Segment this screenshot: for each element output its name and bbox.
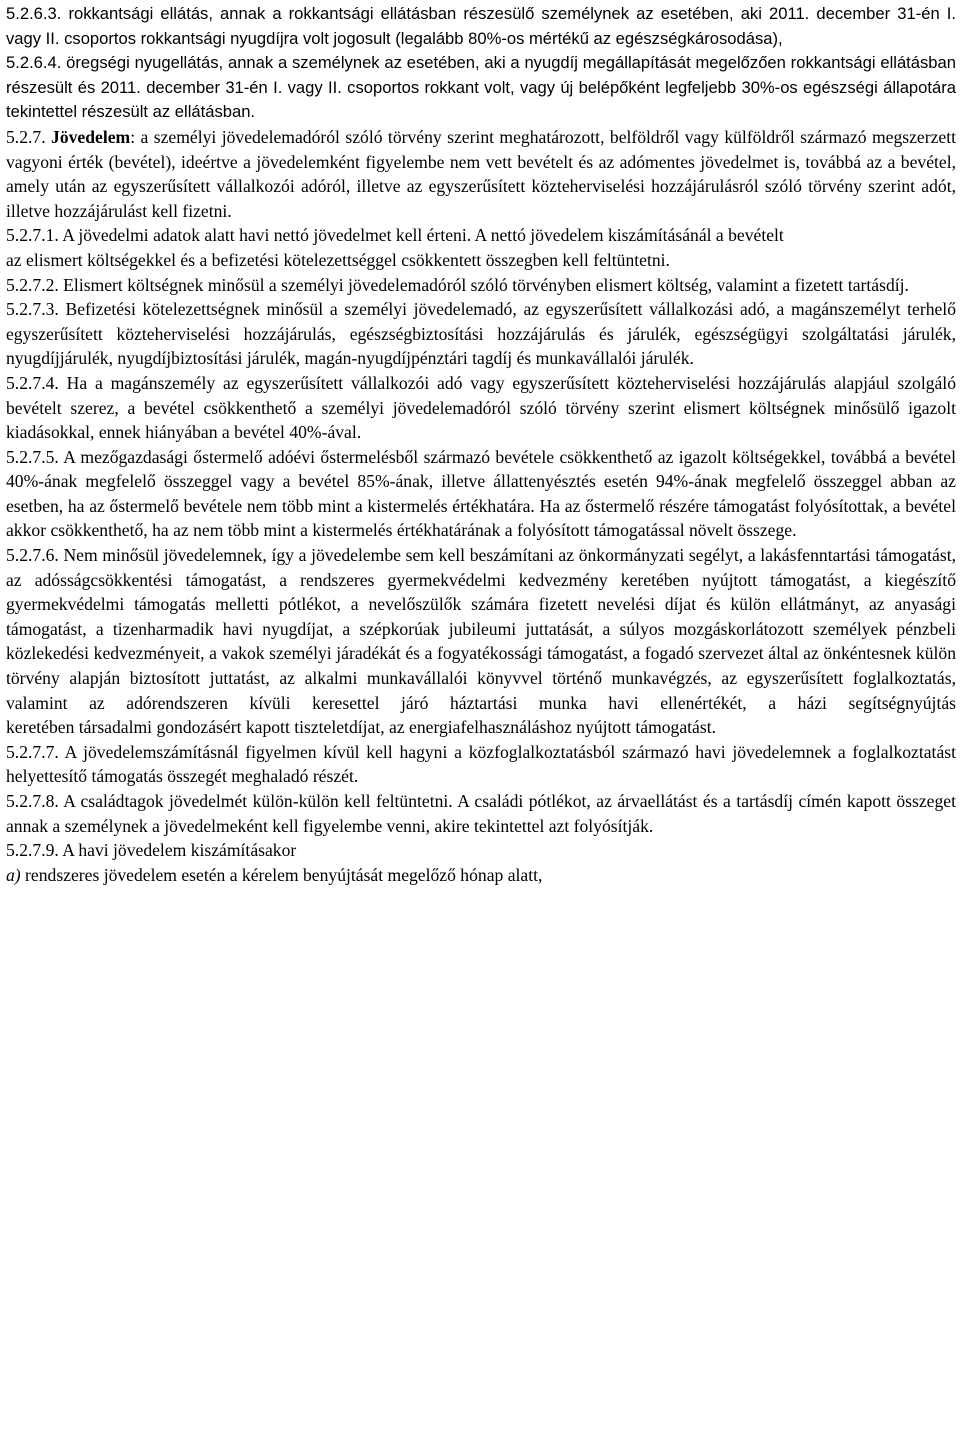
paragraph-5-2-7-1-continued: az elismert költségekkel és a befizetési kötelezettséggel csökkentett összegben kell feltüntetni. <box>6 249 670 270</box>
section-number: 5.2.7. <box>6 126 46 147</box>
list-item-a <box>6 863 956 888</box>
paragraph-5-2-6-4: 5.2.6.4. öregségi nyugellátás, annak a személynek az esetében, aki a nyugdíj megállapítását megelőzően rokkantsági ellátásban részesült és 2011. december 31-én I. vagy II. csoportos rokkant volt, vagy új belépőként legfeljebb 30%-os egészségi állapotára tekintettel részesült az ellátásban. <box>6 53 956 122</box>
paragraph-5-2-7-6-continued: keretében társadalmi gondozásért kapott tiszteletdíjat, az energiafelhasználáshoz nyújtott támogatást. <box>6 717 716 738</box>
list-item-label: a) <box>6 864 21 885</box>
paragraph-5-2-7-2: 5.2.7.2. Elismert költségnek minősül a személyi jövedelemadóról szóló törvényben elismert költség, valamint a fizetett tartásdíj. <box>6 274 909 295</box>
paragraph-5-2-7-9: 5.2.7.9. A havi jövedelem kiszámításakor <box>6 840 297 861</box>
paragraph-5-2-6-3: 5.2.6.3. rokkantsági ellátás, annak a rokkantsági ellátásban részesülő személynek az esetében, aki 2011. december 31-én I. vagy II. csoportos rokkantsági nyugdíjra volt jogosult (legalább 80%-os mértékű az egészségkárosodása), <box>6 4 956 48</box>
defined-term: Jövedelem <box>51 126 131 147</box>
list-item-text: rendszeres jövedelem esetén a kérelem benyújtását megelőző hónap alatt, <box>20 864 543 885</box>
paragraph-5-2-7-6: 5.2.7.6. Nem minősül jövedelemnek, így a jövedelembe sem kell beszámítani az önkormányzati segélyt, a lakásfenntartási támogatást, az adósságcsökkentési támogatást, a rendszeres gyermekvédelmi kedvezmény keretében nyújtott támogatást, a kiegészítő gyermekvédelmi támogatás melletti pótlékot, a nevelőszülők számára fizetett nevelési díjat és külön ellátmányt, az anyasági támogatást, a tizenharmadik havi nyugdíjat, a szépkorúak jubileumi juttatását, a súlyos mozgáskorlátozott személyek pénzbeli közlekedési kedvezményeit, a vakok személyi járadékát és a fogyatékossági támogatást, a fogadó szervezet által az önkéntesnek külön törvény alapján biztosított juttatást, az alkalmi munkavállalói könyvvel történő munkavégzés, az egyszerűsített foglalkoztatás, valamint az adórendszeren kívüli keresettel járó háztartási munka havi ellenértékét, a házi segítségnyújtás <box>6 545 956 713</box>
paragraph-5-2-7-7: 5.2.7.7. A jövedelemszámításnál figyelmen kívül kell hagyni a közfoglalkoztatásból származó havi jövedelemnek a foglalkoztatást helyettesítő támogatás összegét meghaladó részét. <box>6 741 956 787</box>
paragraph-5-2-7-1: 5.2.7.1. A jövedelmi adatok alatt havi nettó jövedelmet kell érteni. A nettó jövedelem kiszámításánál a bevételt <box>6 225 784 246</box>
paragraph-5-2-7-3: 5.2.7.3. Befizetési kötelezettségnek minősül a személyi jövedelemadó, az egyszerűsített vállalkozási adó, a magánszemélyt terhelő egyszerűsített közteherviselési hozzájárulás, egészségbiztosítási hozzájárulás és járulék, egészségügyi szolgáltatási járulék, nyugdíjjárulék, nyugdíjbiztosítási járulék, magán-nyugdíjpénztári tagdíj és munkavállalói járulék. <box>6 299 956 369</box>
definition-text: : a személyi jövedelemadóról szóló törvény szerint meghatározott, belföldről vagy külföldről származó megszerzett vagyoni érték (bevétel), ideértve a jövedelemként figyelembe nem vett bevételt és az adómentes jövedelmet is, továbbá az a bevétel, amely után az egyszerűsített vállalkozói adóról, illetve az egyszerűsített közteherviselési hozzájárulásról szóló törvény szerint adót, illetve hozzájárulást kell fizetni. <box>6 126 956 221</box>
paragraph-5-2-7-4: 5.2.7.4. Ha a magánszemély az egyszerűsített vállalkozói adó vagy egyszerűsített közteherviselési hozzájárulás alapjául szolgáló bevételt szerez, a bevétel csökkenthető a személyi jövedelemadóról szóló törvény szerint elismert költségnek minősülő igazolt kiadásokkal, ennek hiányában a bevétel 40%-ával. <box>6 372 956 443</box>
paragraph-5-2-7 <box>6 125 956 223</box>
paragraph-5-2-7-5: 5.2.7.5. A mezőgazdasági őstermelő adóévi őstermelésből származó bevétele csökkenthető az igazolt költségekkel, továbbá a bevétel 40%-ának megfelelő összeggel vagy a bevétel 85%-ának, illetve állattenyésztés esetén 94%-ának megfelelő összeggel abban az esetben, ha az őstermelő bevétele nem több mint a kistermelés értékhatára. Ha az őstermelő részére támogatást folyósítottak, a bevétel akkor csökkenthető, ha az nem több mint a kistermelés értékhatárának a folyósított támogatással növelt összege. <box>6 446 956 541</box>
paragraph-5-2-7-8: 5.2.7.8. A családtagok jövedelmét külön-külön kell feltüntetni. A családi pótlékot, az árvaellátást és a tartásdíj címén kapott összeget annak a személynek a jövedelmeként kell figyelembe venni, akire tekintettel azt folyósítják. <box>6 791 956 836</box>
